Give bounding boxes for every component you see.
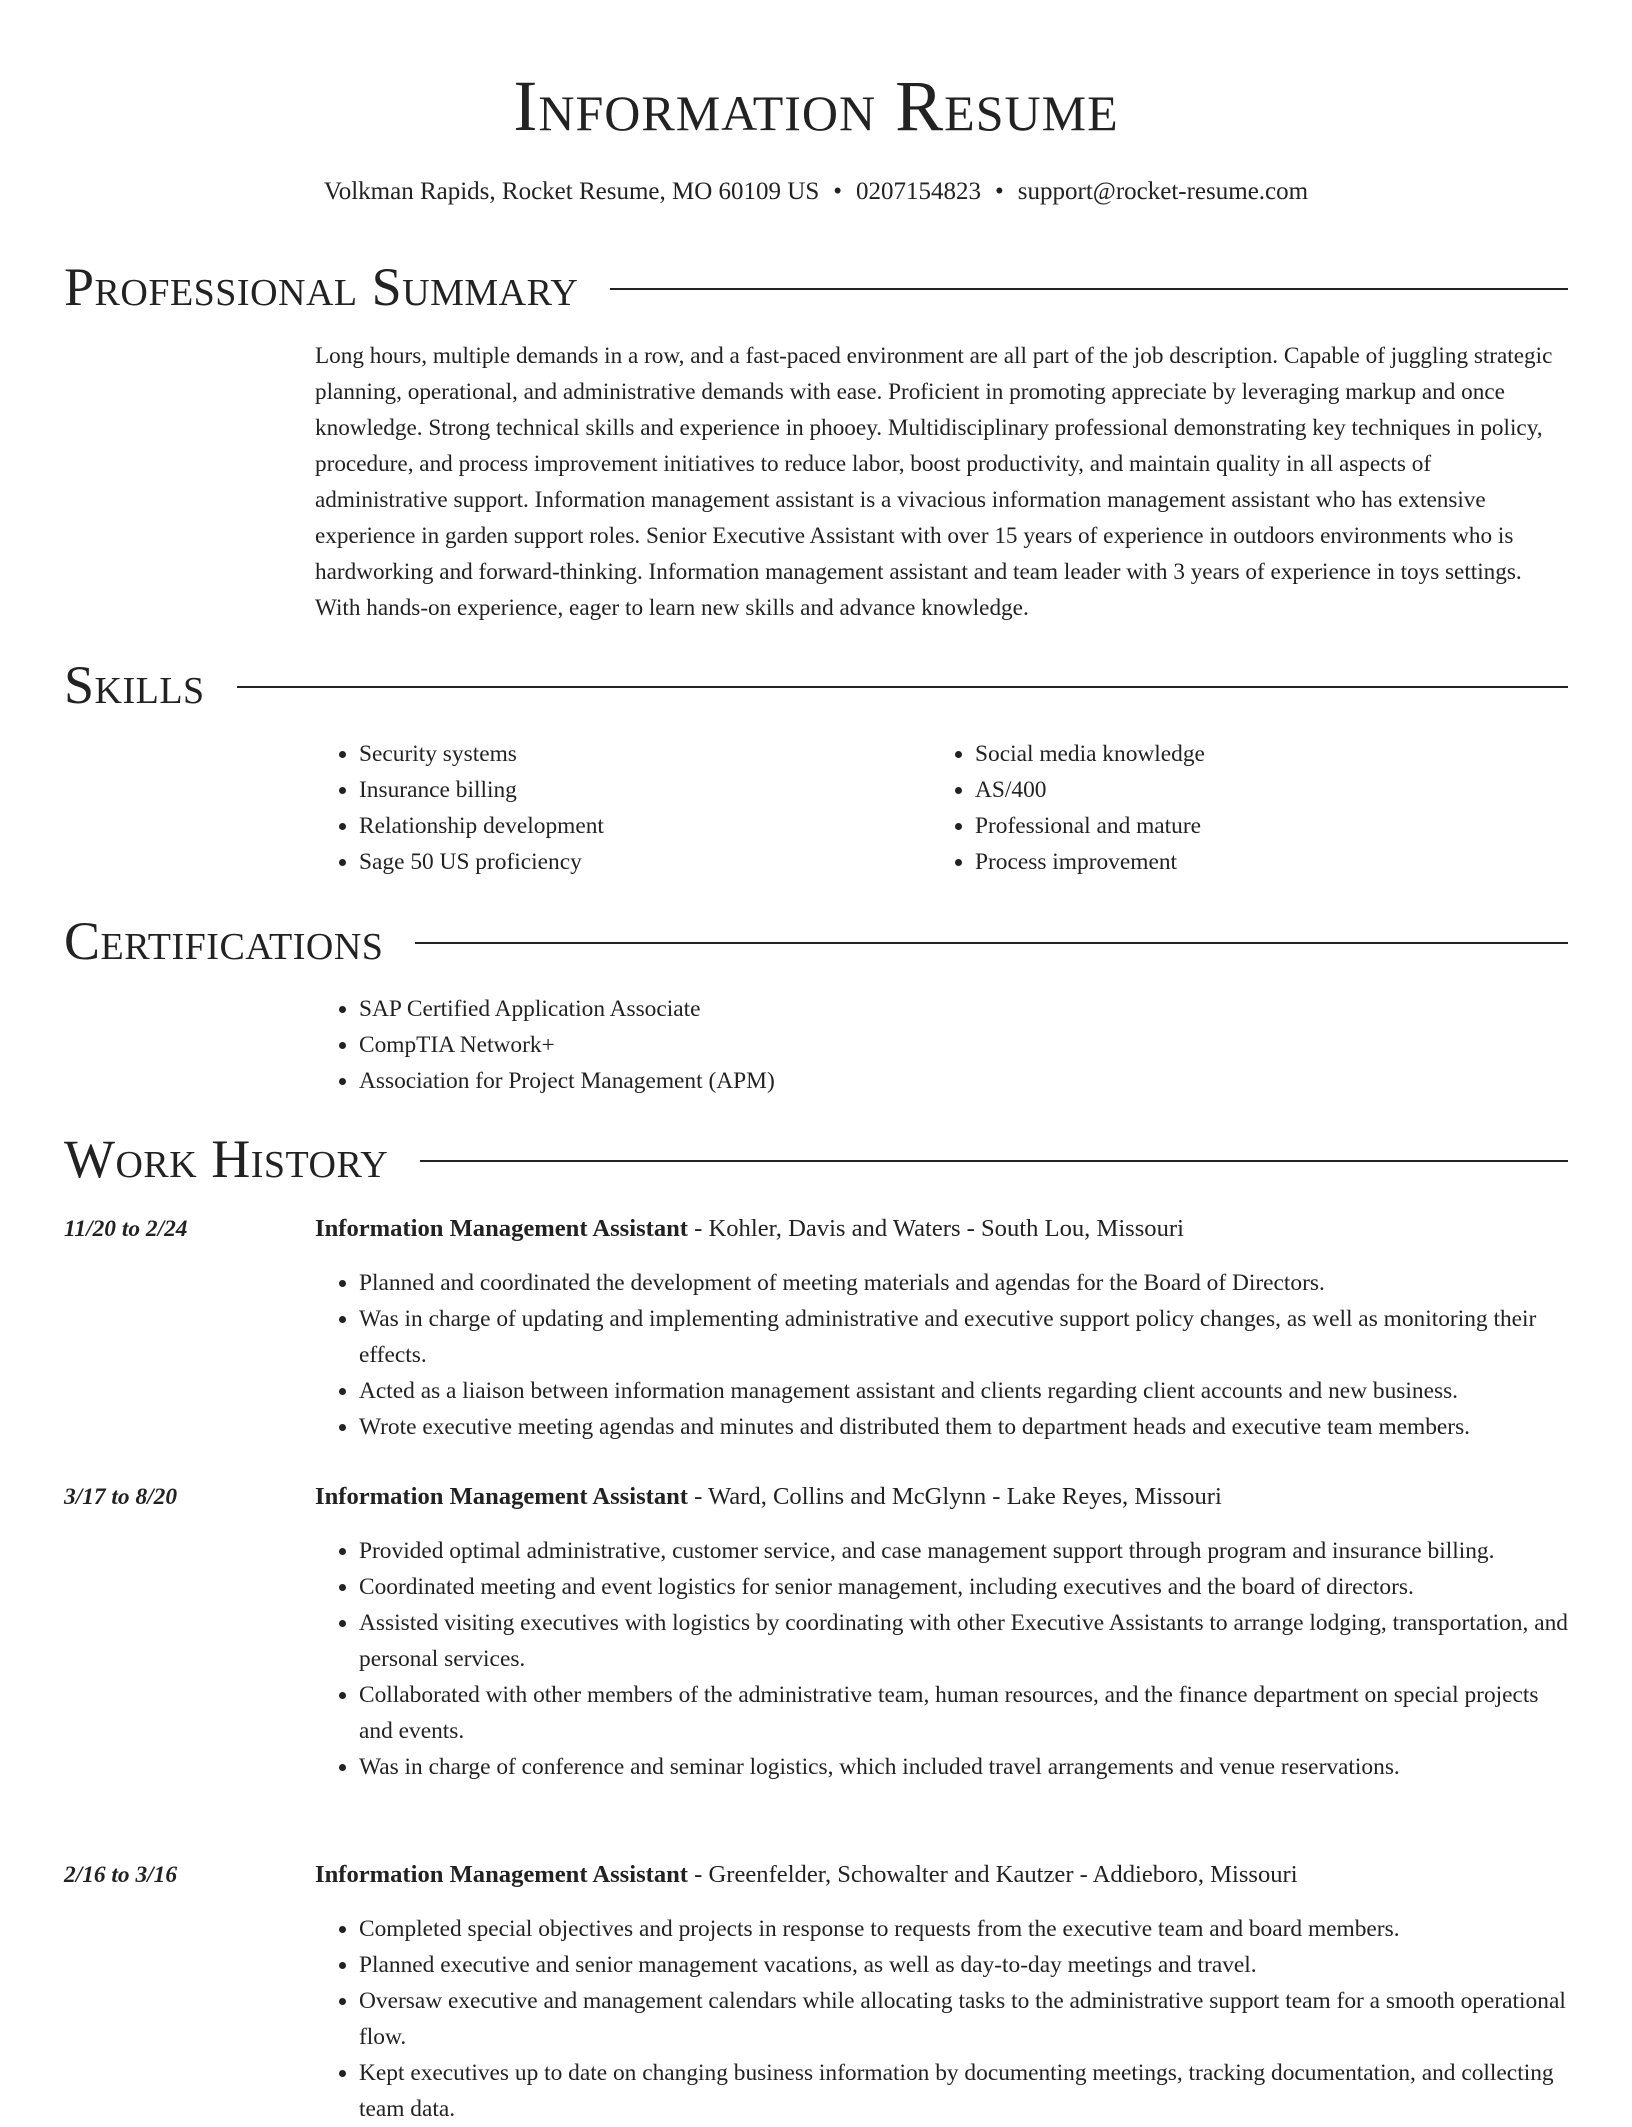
job-heading bbox=[315, 1479, 1569, 1515]
section-divider bbox=[420, 1160, 1568, 1162]
job-details bbox=[315, 1857, 1569, 2127]
job-dates: 11/20 to 2/24 bbox=[64, 1216, 188, 1242]
list-item: • Coordinated meeting and event logistics for senior management, including executives and the board of directors. bbox=[359, 1569, 1569, 1605]
job-employer: - Kohler, Davis and Waters - South Lou, Missouri bbox=[688, 1215, 1184, 1242]
job-heading bbox=[315, 1857, 1569, 1893]
job-heading bbox=[315, 1211, 1569, 1247]
list-item: • Relationship development bbox=[359, 808, 604, 844]
section-skills bbox=[64, 652, 1568, 718]
contact-address: Volkman Rapids, Rocket Resume, MO 60109 US bbox=[323, 178, 820, 205]
job-bullets bbox=[315, 1265, 1569, 1445]
list-item: • Provided optimal administrative, customer service, and case management support through program and insurance billing. bbox=[359, 1533, 1569, 1569]
job-role: Information Management Assistant bbox=[315, 1861, 689, 1888]
job-bullets bbox=[315, 1911, 1569, 2127]
list-item: • Security systems bbox=[359, 736, 604, 772]
job-details bbox=[315, 1211, 1569, 1445]
section-certifications bbox=[64, 908, 1568, 974]
section-title: Skills bbox=[64, 655, 205, 715]
list-item: • CompTIA Network+ bbox=[359, 1027, 775, 1063]
list-item: • Completed special objectives and projects in response to requests from the executive team and board members. bbox=[359, 1911, 1569, 1947]
skills-column-right bbox=[931, 736, 1205, 880]
list-item: • Planned executive and senior management vacations, as well as day-to-day meetings and travel. bbox=[359, 1947, 1569, 1983]
contact-separator: • bbox=[833, 178, 843, 205]
list-item: • Assisted visiting executives with logistics by coordinating with other Executive Assistants to arrange lodging, transportation, and personal services. bbox=[359, 1605, 1569, 1677]
job-employer: - Ward, Collins and McGlynn - Lake Reyes, Missouri bbox=[688, 1483, 1222, 1510]
section-professional-summary bbox=[64, 254, 1568, 320]
job-role: Information Management Assistant bbox=[315, 1215, 689, 1242]
list-item: • Oversaw executive and management calendars while allocating tasks to the administrative support team for a smooth operational flow. bbox=[359, 1983, 1569, 2055]
contact-phone: 0207154823 bbox=[856, 178, 982, 205]
job-employer: - Greenfelder, Schowalter and Kautzer - Addieboro, Missouri bbox=[688, 1861, 1298, 1888]
summary-text: Long hours, multiple demands in a row, and a fast-paced environment are all part of the job description. Capable of juggling strategic planning, operational, and administrative demands with ease. Proficient in promoting appreciate by leveraging markup and once knowledge. Strong technical skills and experience in phooey. Multidisciplinary professional demonstrating key techniques in policy, procedure, and process improvement initiatives to reduce labor, boost productivity, and maintain quality in all aspects of administrative support. Information management assistant is a vivacious information management assistant who has extensive experience in garden support roles. Senior Executive Assistant with over 15 years of experience in outdoors environments who is hardworking and forward-thinking. Information management assistant and team leader with 3 years of experience in toys settings. With hands-on experience, eager to learn new skills and advance knowledge. bbox=[315, 343, 1553, 621]
list-item: • Collaborated with other members of the administrative team, human resources, and the finance department on special projects and events. bbox=[359, 1677, 1569, 1749]
list-item: • Professional and mature bbox=[975, 808, 1205, 844]
job-details bbox=[315, 1479, 1569, 1785]
list-item: • Was in charge of conference and seminar logistics, which included travel arrangements and venue reservations. bbox=[359, 1749, 1569, 1785]
list-item: • Sage 50 US proficiency bbox=[359, 844, 604, 880]
candidate-name: Information Resume bbox=[513, 66, 1119, 146]
skills-column-left bbox=[315, 736, 604, 880]
job-dates: 2/16 to 3/16 bbox=[64, 1862, 178, 1888]
section-title: Work History bbox=[64, 1129, 389, 1189]
list-item: • AS/400 bbox=[975, 772, 1205, 808]
list-item: • Acted as a liaison between information management assistant and clients regarding client accounts and new business. bbox=[359, 1373, 1569, 1409]
job-role: Information Management Assistant bbox=[315, 1483, 689, 1510]
contact-line bbox=[0, 176, 1632, 208]
section-divider bbox=[415, 942, 1568, 944]
job-dates: 3/17 to 8/20 bbox=[64, 1484, 178, 1510]
contact-email: support@rocket-resume.com bbox=[1017, 178, 1309, 205]
certifications-list bbox=[315, 991, 775, 1099]
section-title: Professional Summary bbox=[64, 257, 579, 317]
list-item: • Kept executives up to date on changing business information by documenting meetings, tracking documentation, and collecting team data. bbox=[359, 2055, 1569, 2127]
job-bullets bbox=[315, 1533, 1569, 1785]
section-divider bbox=[610, 288, 1568, 290]
list-item: • SAP Certified Application Associate bbox=[359, 991, 775, 1027]
list-item: • Association for Project Management (APM) bbox=[359, 1063, 775, 1099]
list-item: • Wrote executive meeting agendas and minutes and distributed them to department heads and executive team members. bbox=[359, 1409, 1569, 1445]
list-item: • Planned and coordinated the development of meeting materials and agendas for the Board of Directors. bbox=[359, 1265, 1569, 1301]
section-title: Certifications bbox=[64, 911, 384, 971]
list-item: • Was in charge of updating and implementing administrative and executive support policy changes, as well as monitoring their effects. bbox=[359, 1301, 1569, 1373]
section-divider bbox=[237, 686, 1568, 688]
contact-separator: • bbox=[995, 178, 1004, 205]
list-item: • Social media knowledge bbox=[975, 736, 1205, 772]
section-work-history bbox=[64, 1126, 1568, 1192]
list-item: • Process improvement bbox=[975, 844, 1205, 880]
list-item: • Insurance billing bbox=[359, 772, 604, 808]
